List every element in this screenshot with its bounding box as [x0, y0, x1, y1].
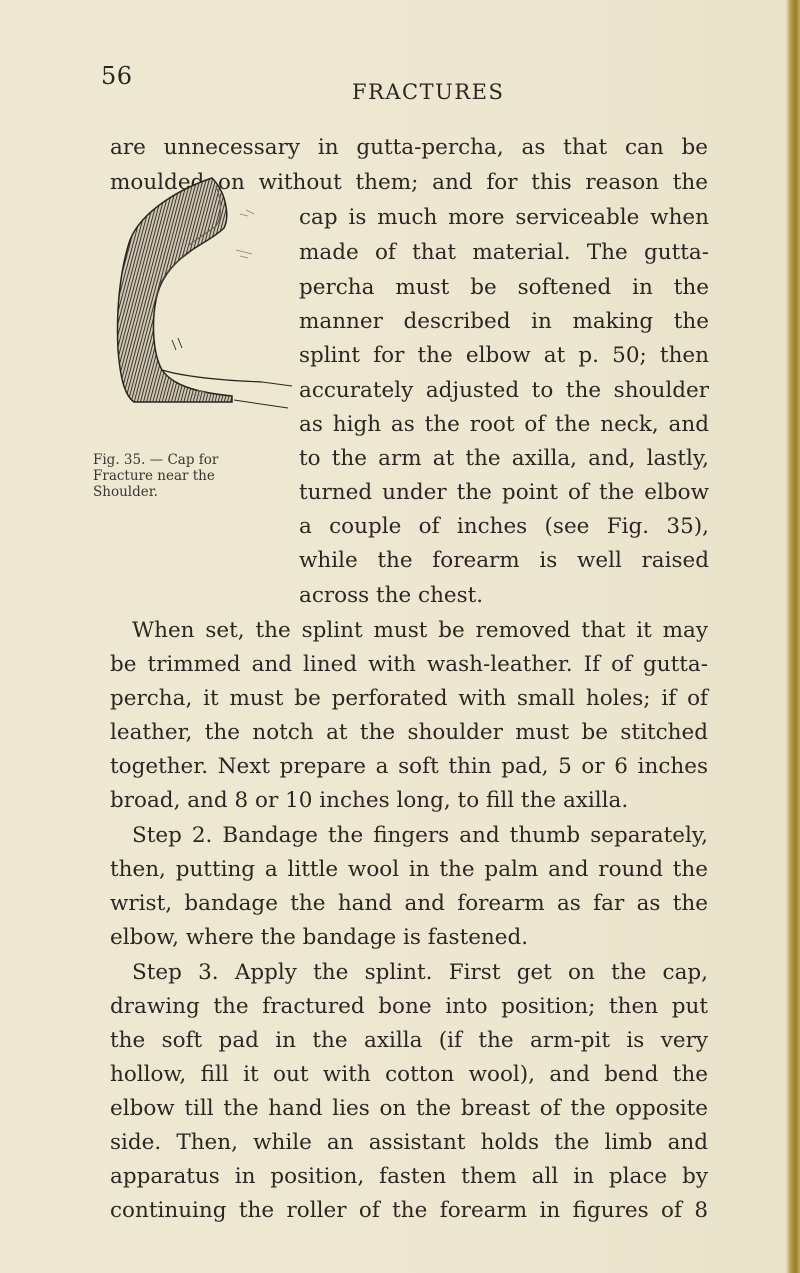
running-head: FRACTURES [352, 80, 505, 104]
text-line: Step 3. Apply the splint. First get on the cap, [132, 960, 708, 985]
shoulder-cap-splint-illustration [112, 170, 294, 410]
text-line: leather, the notch at the shoulder must be stitched [110, 720, 708, 745]
text-line: broad, and 8 or 10 inches long, to fill the axilla. [110, 788, 629, 813]
text-line: hollow, fill it out with cotton wool), and bend the [110, 1062, 708, 1087]
text-line: elbow, where the bandage is fastened. [110, 925, 529, 950]
text-line: the soft pad in the axilla (if the arm-pit is very [110, 1028, 708, 1053]
text-line: side. Then, while an assistant holds the limb and [110, 1130, 708, 1155]
text-line: accurately adjusted to the shoulder [299, 378, 709, 403]
text-line: manner described in making the [299, 309, 709, 334]
text-line: percha, it must be perforated with small holes; if of [110, 686, 708, 711]
figure-caption [93, 452, 293, 500]
caption-line: Shoulder. [93, 484, 158, 500]
text-line: wrist, bandage the hand and forearm as far as the [110, 891, 708, 916]
text-line: a couple of inches (see Fig. 35), [299, 514, 709, 539]
figure-shoulder-cap [112, 170, 294, 410]
caption-line: Fracture near the [93, 468, 215, 484]
text-line: are unnecessary in gutta-percha, as that can be [110, 135, 708, 160]
text-line: together. Next prepare a soft thin pad, 5 or 6 inches [110, 754, 708, 779]
text-line: as high as the root of the neck, and [299, 412, 709, 437]
text-line: elbow till the hand lies on the breast of the opposite [110, 1096, 708, 1121]
text-line: across the chest. [299, 583, 484, 608]
text-line: then, putting a little wool in the palm and round the [110, 857, 708, 882]
text-line: made of that material. The gutta- [299, 240, 709, 265]
text-line: turned under the point of the elbow [299, 480, 709, 505]
text-line: to the arm at the axilla, and, lastly, [299, 446, 709, 471]
caption-line: Fig. 35. — Cap for [93, 452, 219, 468]
text-line: moulded on without them; and for this reason the [110, 170, 708, 195]
text-line: while the forearm is well raised [299, 548, 709, 573]
page-number: 56 [101, 62, 133, 90]
text-line: apparatus in position, fasten them all in place by [110, 1164, 708, 1189]
text-line: percha must be softened in the [299, 275, 709, 300]
text-line: cap is much more serviceable when [299, 205, 709, 230]
text-line: be trimmed and lined with wash-leather. If of gutta- [110, 652, 708, 677]
text-line: When set, the splint must be removed that it may [132, 618, 708, 643]
text-line: continuing the roller of the forearm in figures of 8 [110, 1198, 708, 1223]
text-line: Step 2. Bandage the fingers and thumb separately, [132, 823, 708, 848]
page-edge [786, 0, 800, 1273]
text-line: splint for the elbow at p. 50; then [299, 343, 709, 368]
text-line: drawing the fractured bone into position; then put [110, 994, 708, 1019]
